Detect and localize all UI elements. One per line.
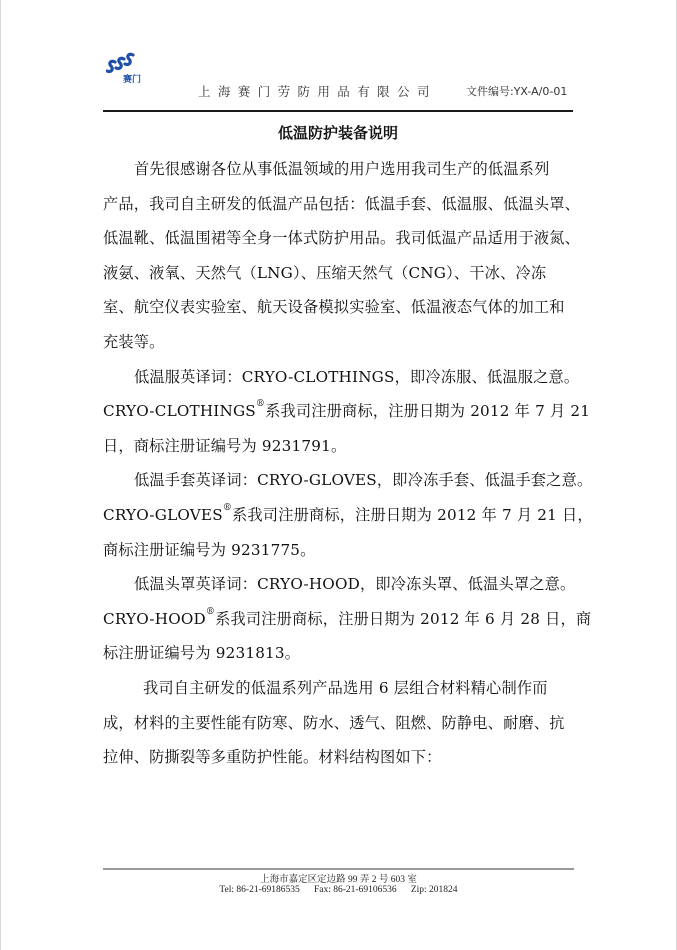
sss-logo-icon xyxy=(106,52,142,84)
document-number: 文件编号:YX-A/0-01 xyxy=(466,85,568,98)
registered-mark: ® xyxy=(255,399,266,410)
text-line xyxy=(103,498,593,533)
text-line: 液氨、液氧、天然气（LNG）、压缩天然气（CNG）、干冰、冷冻 xyxy=(103,263,547,282)
text-fragment: 系我司注册商标，注册日期为 2012 年 7 月 21 xyxy=(265,402,591,421)
document-body xyxy=(103,152,593,775)
text-line xyxy=(103,602,592,637)
paragraph-cryo-clothings xyxy=(103,360,591,464)
text-line: 成，材料的主要性能有防寒、防水、透气、阻燃、防静电、耐磨、抗 xyxy=(103,713,565,732)
text-line: 低温靴、低温围裙等全身一体式防护用品。我司低温产品适用于液氮、 xyxy=(103,229,581,248)
text-line: 低温服英译词：CRYO-CLOTHINGS，即冷冻服、低温服之意。 xyxy=(134,367,580,386)
text-line: 拉伸、防撕裂等多重防护性能。材料结构图如下： xyxy=(103,748,442,767)
text-line: 日，商标注册证编号为 9231791。 xyxy=(103,436,347,455)
footer-contact: Tel: 86-21-69186535 Fax: 86-21-69106536 Zip: 201824 xyxy=(219,885,458,895)
page-edge-left xyxy=(0,0,1,950)
trademark-name: CRYO-GLOVES xyxy=(103,505,223,524)
trademark-name: CRYO-CLOTHINGS xyxy=(103,402,256,421)
text-line: 标注册证编号为 9231813。 xyxy=(103,644,301,663)
text-line: 商标注册证编号为 9231775。 xyxy=(103,540,316,559)
text-line: 室、航空仪表实验室、航天设备模拟实验室、低温液态气体的加工和 xyxy=(103,298,565,317)
trademark-name: CRYO-HOOD xyxy=(103,609,206,628)
paragraph-cryo-hood xyxy=(103,567,592,671)
footer-divider xyxy=(103,868,574,870)
text-line: 充装等。 xyxy=(103,332,165,351)
svg-text:赛门: 赛门 xyxy=(123,75,142,84)
registered-mark: ® xyxy=(222,502,233,513)
paragraph-intro xyxy=(103,152,581,360)
paragraph-materials xyxy=(103,671,575,775)
text-line xyxy=(103,394,591,429)
text-fragment: 系我司注册商标，注册日期为 2012 年 6 月 28 日，商 xyxy=(215,609,592,628)
text-line: 产品，我司自主研发的低温产品包括：低温手套、低温服、低温头罩、 xyxy=(103,194,581,213)
paragraph-cryo-gloves xyxy=(103,463,593,567)
text-fragment: 系我司注册商标，注册日期为 2012 年 7 月 21 日， xyxy=(232,505,593,524)
company-name: 上海赛门劳防用品有限公司 xyxy=(198,84,437,99)
registered-mark: ® xyxy=(205,606,216,617)
footer-address: 上海市嘉定区定边路 99 弄 2 号 603 室 xyxy=(260,875,417,885)
text-line: 我司自主研发的低温系列产品选用 6 层组合材料精心制作而 xyxy=(143,678,548,697)
text-line: 低温头罩英译词：CRYO-HOOD，即冷冻头罩、低温头罩之意。 xyxy=(134,575,576,594)
header-divider xyxy=(103,110,573,112)
document-title: 低温防护装备说明 xyxy=(277,124,398,142)
text-line: 低温手套英译词：CRYO-GLOVES，即冷冻手套、低温手套之意。 xyxy=(134,471,593,490)
text-line: 首先很感谢各位从事低温领域的用户选用我司生产的低温系列 xyxy=(134,160,550,178)
